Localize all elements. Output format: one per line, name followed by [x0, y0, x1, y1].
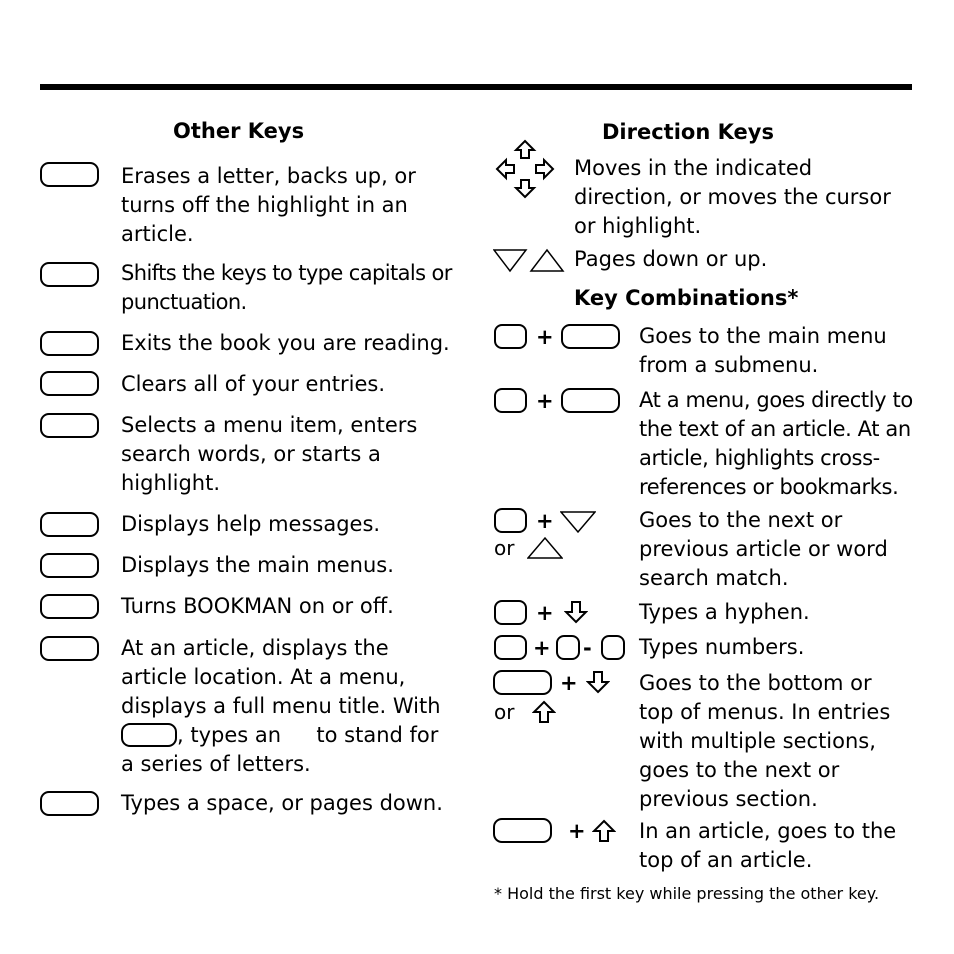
info-key-description: At an article, displays the article location. At a menu, displays a full menu title. With , types an to stand for a series of letters.	[121, 636, 441, 776]
combo-next-article-description: Goes to the next or previous article or word search match.	[639, 508, 888, 590]
other-keys-heading: Other Keys	[173, 119, 305, 143]
combo-top-article-description: In an article, goes to the top of an article.	[639, 819, 897, 872]
letter-key-icon	[601, 635, 625, 660]
enter-key-icon	[40, 413, 99, 438]
combo-numbers-description: Types numbers.	[639, 635, 805, 659]
plus-sign: +	[536, 389, 554, 413]
shift-key-icon	[493, 670, 552, 695]
menu-key-description: Displays the main menus.	[121, 553, 394, 577]
shift-key-icon	[494, 324, 527, 349]
on-off-key-description: Turns BOOKMAN on or off.	[121, 594, 394, 618]
space-key-description: Types a space, or pages down.	[121, 791, 443, 815]
up-arrow-icon	[532, 700, 556, 724]
letter-key-icon	[556, 635, 580, 660]
down-arrow-icon	[586, 670, 610, 694]
plus-sign: +	[560, 671, 578, 695]
back-key-description: Erases a letter, backs up, or turns off the highlight in an article.	[121, 164, 416, 246]
combo-hyphen-description: Types a hyphen.	[639, 600, 810, 624]
key-combinations-heading: Key Combinations*	[574, 286, 799, 310]
cap-key-description: Shifts the keys to type capitals or punctuation.	[121, 261, 452, 314]
book-key-description: Exits the book you are reading.	[121, 331, 450, 355]
menu-key-icon	[561, 324, 620, 349]
enter-key-description: Selects a menu item, enters search words, or starts a highlight.	[121, 413, 418, 495]
shift-key-icon	[494, 635, 527, 660]
page-up-triangle-icon	[527, 536, 563, 560]
page-keys-description: Pages down or up.	[574, 247, 768, 271]
direction-keys-description: Moves in the indicated direction, or moves the cursor or highlight.	[574, 156, 891, 238]
or-label: or	[494, 700, 515, 724]
direction-keys-heading: Direction Keys	[602, 120, 774, 144]
combo-bottom-top-description: Goes to the bottom or top of menus. In entries with multiple sections, goes to the next or previous section.	[639, 671, 891, 811]
cap-key-icon	[40, 262, 99, 287]
up-arrow-icon	[592, 819, 616, 843]
plus-sign: +	[533, 636, 551, 660]
on-off-key-icon	[40, 594, 99, 619]
page-down-triangle-icon	[560, 510, 596, 534]
page-triangles-icon	[493, 248, 565, 273]
help-key-icon	[40, 512, 99, 537]
book-key-icon	[40, 331, 99, 356]
clear-key-description: Clears all of your entries.	[121, 372, 386, 396]
enter-key-icon	[493, 818, 552, 843]
info-key-icon	[40, 636, 99, 661]
plus-sign: +	[536, 601, 554, 625]
menu-key-icon	[40, 553, 99, 578]
combo-main-menu-description: Goes to the main menu from a submenu.	[639, 324, 887, 377]
range-dash: -	[583, 636, 592, 660]
top-rule	[40, 84, 912, 90]
help-key-description: Displays help messages.	[121, 512, 381, 536]
plus-sign: +	[536, 509, 554, 533]
plus-sign: +	[568, 819, 586, 843]
footnote: * Hold the first key while pressing the other key.	[494, 884, 880, 903]
space-key-icon	[40, 791, 99, 816]
cap-key-icon	[121, 723, 177, 747]
shift-key-icon	[494, 388, 527, 413]
back-key-icon	[40, 162, 99, 187]
combo-direct-text-description: At a menu, goes directly to the text of an article. At an article, highlights cross- references or bookmarks.	[639, 388, 913, 499]
shift-key-icon	[494, 508, 527, 533]
shift-key-icon	[494, 600, 527, 625]
plus-sign: +	[536, 325, 554, 349]
clear-key-icon	[40, 371, 99, 396]
enter-key-icon	[561, 388, 620, 413]
four-arrows-icon	[494, 138, 556, 200]
down-arrow-icon	[564, 600, 588, 624]
or-label: or	[494, 536, 515, 560]
